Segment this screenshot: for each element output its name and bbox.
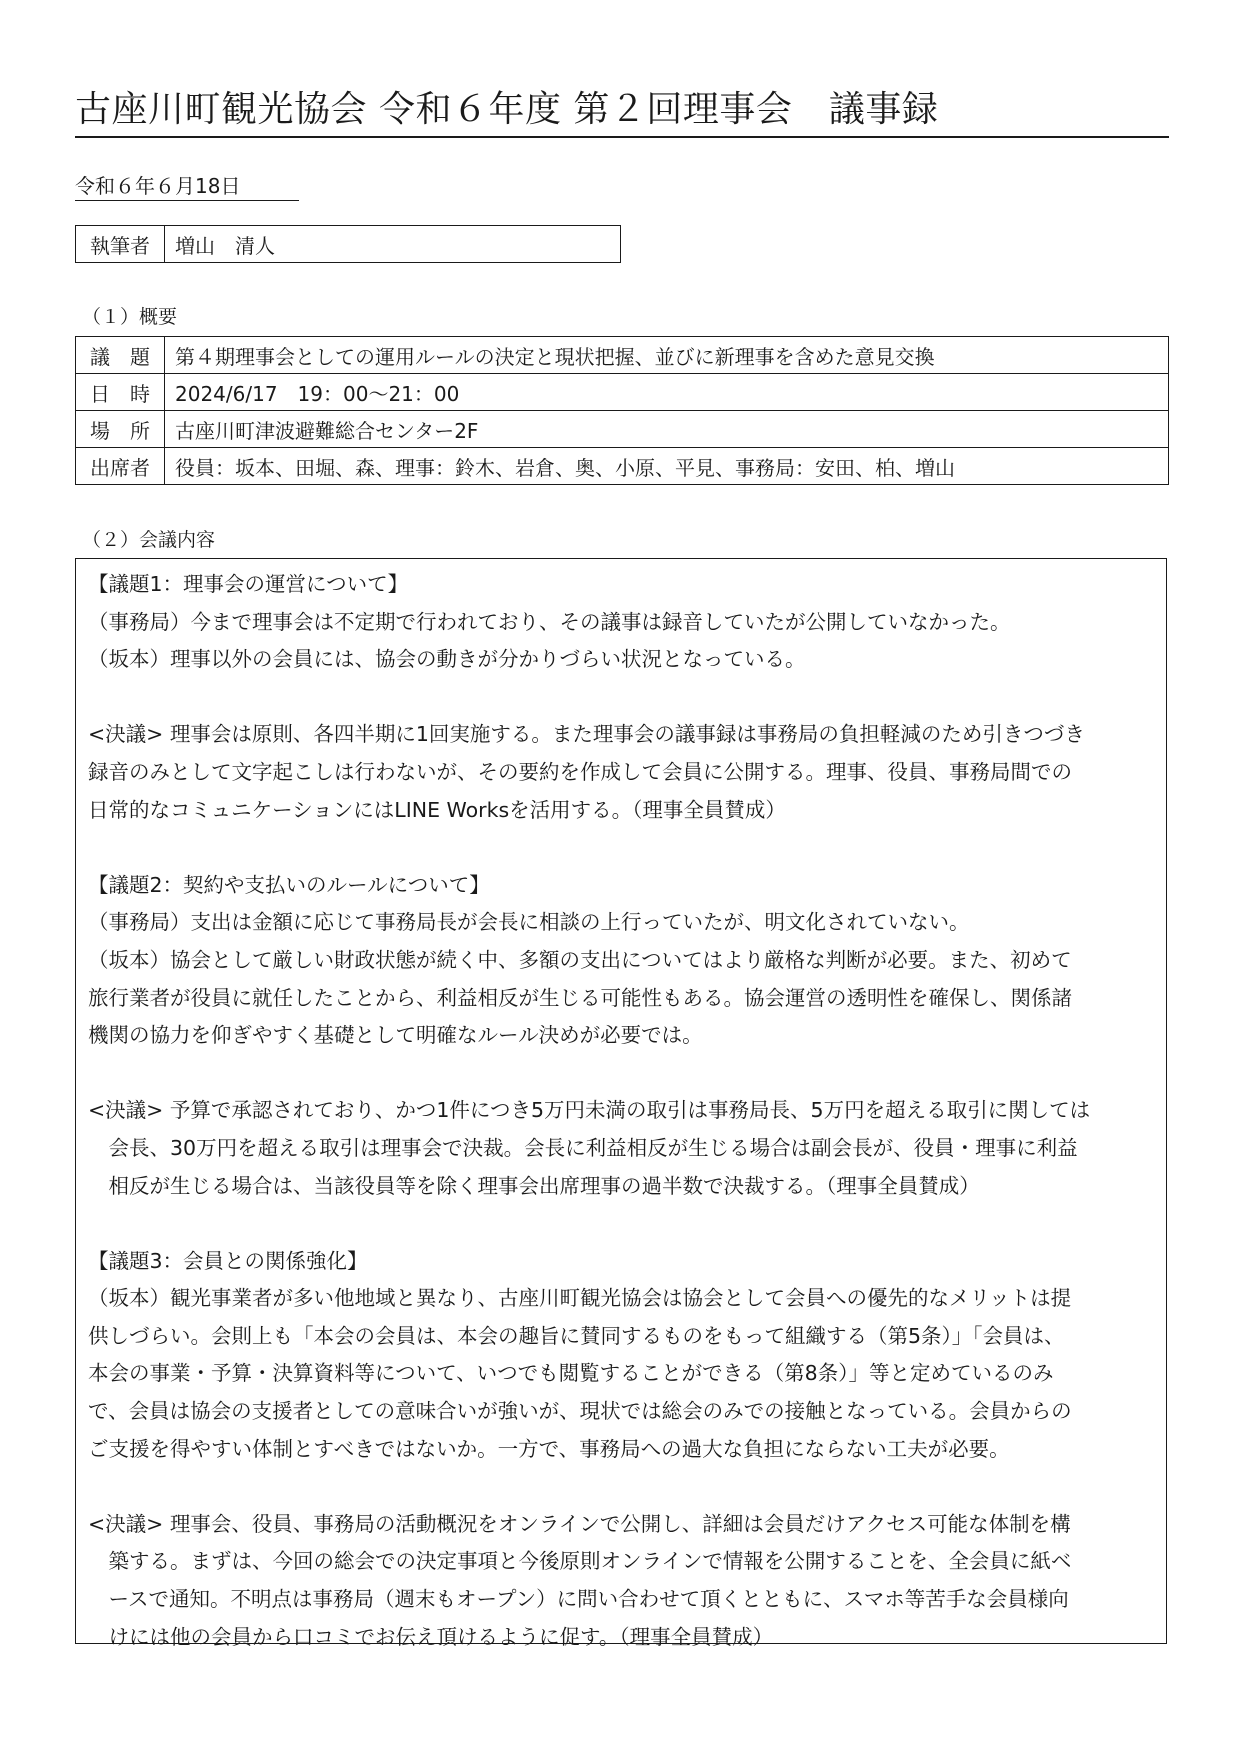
decision-line: 会長、30万円を超える取引は理事会で決裁。会長に利益相反が生じる場合は副会長が、役員・理事に利益: [108, 1135, 1078, 1160]
overview-label: 日 時: [76, 374, 165, 411]
overview-row-datetime: [76, 374, 1169, 411]
overview-row-topic: [76, 337, 1169, 374]
statement-line: ご支援を得やすい体制とすべきではないか。一方で、事務局への過大な負担にならない工夫が必要。: [88, 1436, 1010, 1461]
meeting-content: [75, 558, 1167, 1649]
statement-line: 供しづらい。会則上も「本会の会員は、本会の趣旨に賛同するものをもって組織する（第5条）」「会員は、: [88, 1323, 1065, 1348]
topic-title: 【議題1：理事会の運営について】: [88, 572, 409, 596]
decision-line: けには他の会員から口コミでお伝え頂けるように促す。（理事全員賛成）: [108, 1624, 774, 1649]
meeting-date: 令和６年６月18日: [75, 172, 299, 201]
decision-line: ースで通知。不明点は事務局（週末もオープン）に問い合わせて頂くとともに、スマホ等苦手な会員様向: [108, 1587, 1069, 1612]
overview-heading: （１）概要: [82, 306, 178, 328]
author-row: [76, 226, 621, 263]
spacer: [88, 1468, 1156, 1506]
decision-line: <決議> 予算で承認されており、かつ1件につき5万円未満の取引は事務局長、5万円を超える取引に関しては: [88, 1098, 1091, 1123]
statement-line: （坂本）観光事業者が多い他地域と異なり、古座川町観光協会は協会として会員への優先的なメリットは提: [88, 1286, 1072, 1311]
overview-label: 議 題: [76, 337, 165, 374]
author-name: 増山 清人: [165, 226, 621, 263]
author-table: [75, 225, 621, 263]
statement-line: （事務局）今まで理事会は不定期で行われており、その議事は録音していたが公開していなかった。: [88, 609, 1011, 634]
statement-line: 機関の協力を仰ぎやすく基礎として明確なルール決めが必要では。: [88, 1023, 703, 1048]
content-heading: （２）会議内容: [82, 529, 216, 551]
overview-value: 第４期理事会としての運用ルールの決定と現状把握、並びに新理事を含めた意見交換: [165, 337, 1169, 374]
overview-row-attendees: [76, 448, 1169, 485]
decision-line: 日常的なコミュニケーションにはLINE Worksを活用する。（理事全員賛成）: [88, 797, 786, 822]
topic-title: 【議題3：会員との関係強化】: [88, 1248, 368, 1273]
spacer: [88, 679, 1156, 717]
statement-line: で、会員は協会の支援者としての意味合いが強いが、現状では総会のみでの接触となっている。会員からの: [88, 1399, 1072, 1424]
decision-line: 相反が生じる場合は、当該役員等を除く理事会出席理事の過半数で決裁する。（理事全員賛成）: [108, 1173, 980, 1198]
statement-line: 旅行業者が役員に就任したことから、利益相反が生じる可能性もある。協会運営の透明性を確保し、関係諸: [88, 985, 1072, 1010]
overview-value: 古座川町津波避難総合センター2F: [165, 411, 1169, 448]
spacer: [88, 1055, 1156, 1093]
overview-label: 場 所: [76, 411, 165, 448]
overview-row-place: [76, 411, 1169, 448]
overview-value: 役員：坂本、田堀、森、理事：鈴木、岩倉、奥、小原、平見、事務局：安田、柏、増山: [165, 448, 1169, 485]
decision-line: 録音のみとして文字起こしは行わないが、その要約を作成して会員に公開する。理事、役員、事務局間での: [88, 759, 1072, 784]
document-title: 古座川町観光協会 令和６年度 第２回理事会 議事録: [75, 86, 1169, 138]
statement-line: （事務局）支出は金額に応じて事務局長が会長に相談の上行っていたが、明文化されていない。: [88, 910, 970, 935]
statement-line: （坂本）協会として厳しい財政状態が続く中、多額の支出についてはより厳格な判断が必要。また、初めて: [88, 947, 1072, 972]
statement-line: （坂本）理事以外の会員には、協会の動きが分かりづらい状況となっている。: [88, 647, 806, 672]
overview-table: [75, 336, 1169, 485]
statement-line: 本会の事業・予算・決算資料等について、いつでも閲覧することができる（第8条）」等と定めているのみ: [88, 1361, 1054, 1386]
author-label: 執筆者: [76, 226, 165, 263]
topic-title: 【議題2：契約や支払いのルールについて】: [88, 872, 490, 897]
overview-label: 出席者: [76, 448, 165, 485]
decision-line: <決議> 理事会は原則、各四半期に1回実施する。また理事会の議事録は事務局の負担軽減のため引きつづき: [88, 722, 1085, 747]
spacer: [88, 1205, 1156, 1243]
decision-line: <決議> 理事会、役員、事務局の活動概況をオンラインで公開し、詳細は会員だけアクセス可能な体制を構: [88, 1511, 1071, 1536]
decision-line: 築する。まずは、今回の総会での決定事項と今後原則オンラインで情報を公開することを、全会員に紙ベ: [108, 1549, 1072, 1574]
spacer: [88, 829, 1156, 867]
overview-value: 2024/6/17 19：00～21：00: [165, 374, 1169, 411]
